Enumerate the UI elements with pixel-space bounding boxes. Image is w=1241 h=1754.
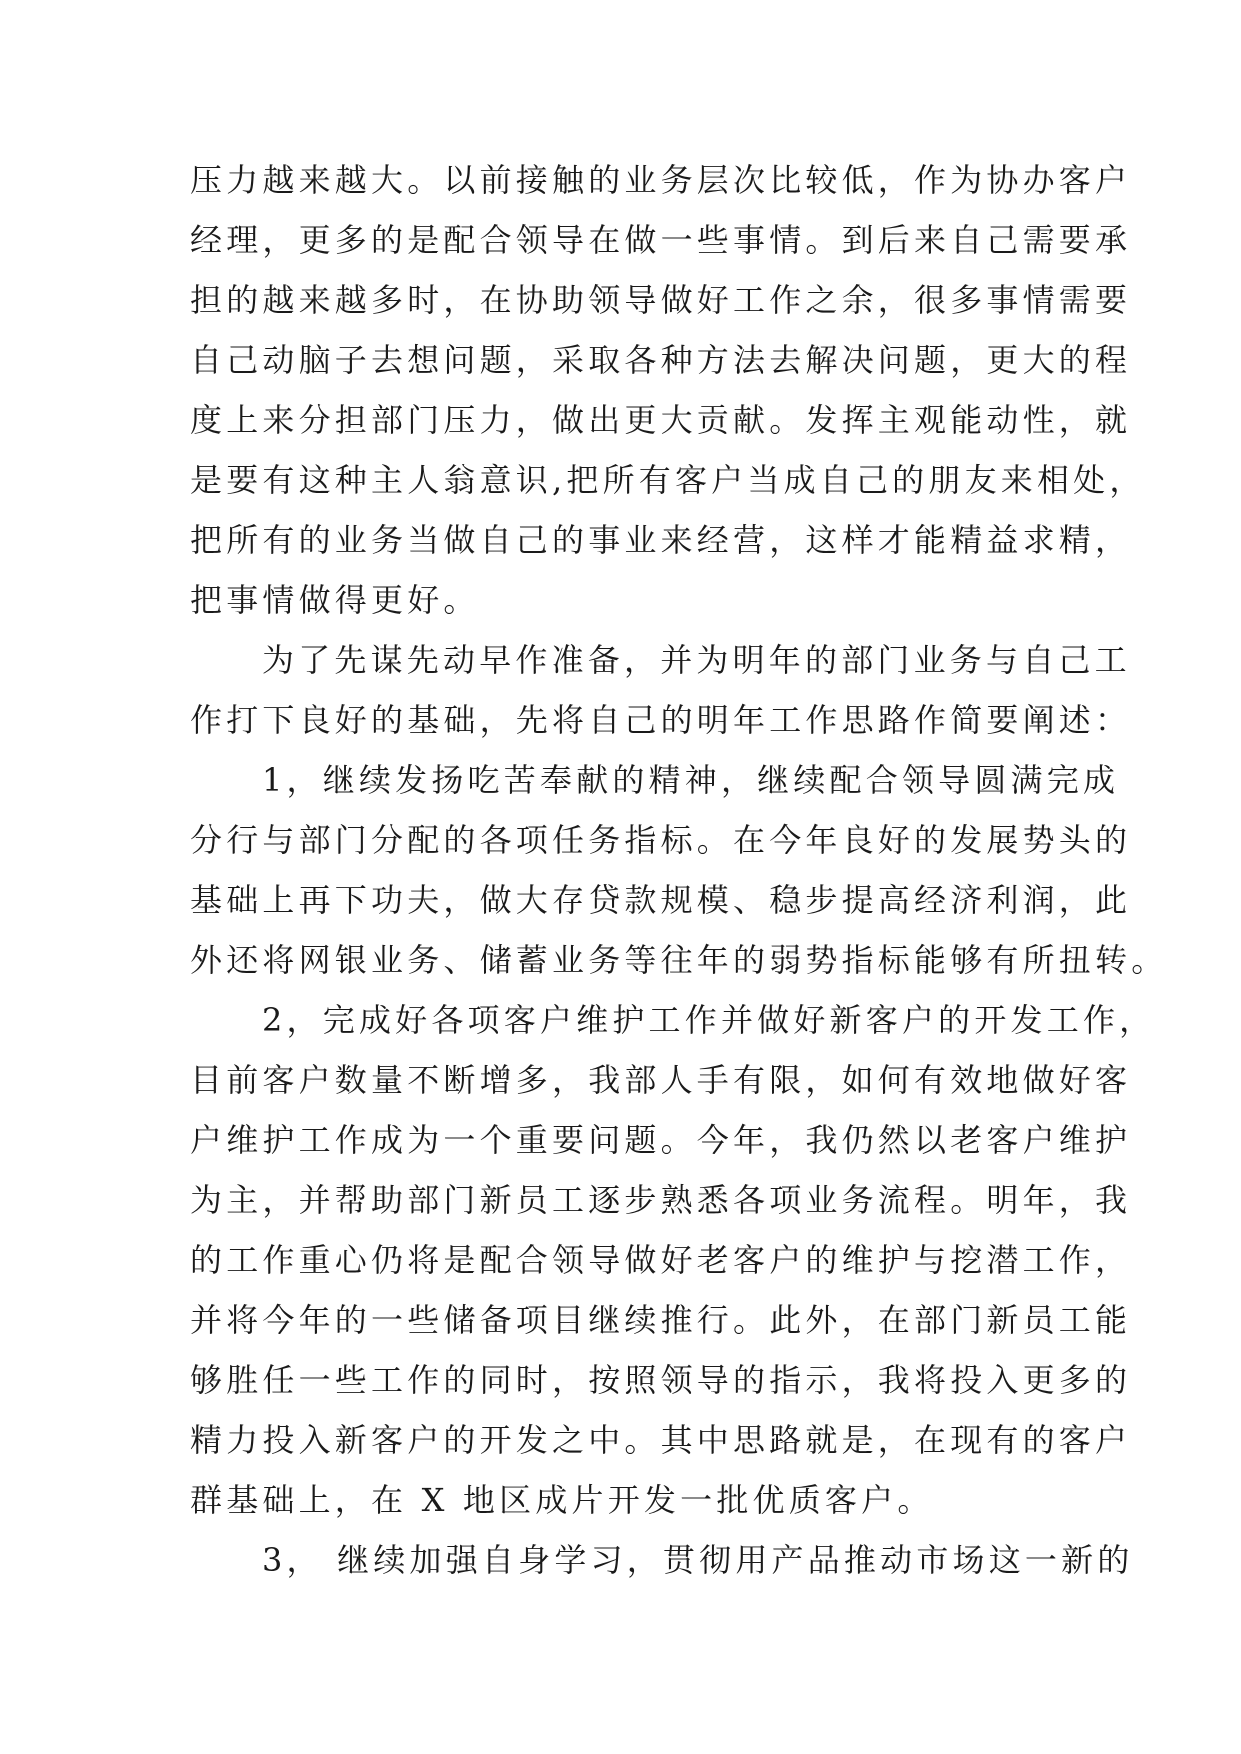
text-line: 把事情做得更好。 xyxy=(190,581,480,619)
text-line: 经理，更多的是配合领导在做一些事情。到后来自己需要承 xyxy=(190,221,1132,259)
text-line: 为主，并帮助部门新员工逐步熟悉各项业务流程。明年，我 xyxy=(190,1181,1132,1219)
text-line: 压力越来越大。以前接触的业务层次比较低，作为协办客户 xyxy=(190,161,1132,199)
text-line: 够胜任一些工作的同时，按照领导的指示，我将投入更多的 xyxy=(190,1361,1132,1399)
text-line: 外还将网银业务、储蓄业务等往年的弱势指标能够有所扭转。 xyxy=(190,941,1168,979)
text-line: 基础上再下功夫，做大存贷款规模、稳步提高经济利润，此 xyxy=(190,881,1132,919)
text-line: 3， 继续加强自身学习，贯彻用产品推动市场这一新的 xyxy=(262,1541,1134,1579)
text-line: 自己动脑子去想问题，采取各种方法去解决问题，更大的程 xyxy=(190,341,1132,379)
text-line: 度上来分担部门压力，做出更大贡献。发挥主观能动性，就 xyxy=(190,401,1132,439)
text-line: 精力投入新客户的开发之中。其中思路就是，在现有的客户 xyxy=(190,1421,1132,1459)
text-line: 的工作重心仍将是配合领导做好老客户的维护与挖潜工作， xyxy=(190,1241,1132,1279)
text-line: 担的越来越多时，在协助领导做好工作之余，很多事情需要 xyxy=(190,281,1132,319)
text-line: 为了先谋先动早作准备，并为明年的部门业务与自己工 xyxy=(262,641,1131,679)
text-line: 并将今年的一些储备项目继续推行。此外，在部门新员工能 xyxy=(190,1301,1132,1339)
text-line: 群基础上，在 X 地区成片开发一批优质客户。 xyxy=(190,1481,934,1519)
text-line: 1，继续发扬吃苦奉献的精神，继续配合领导圆满完成 xyxy=(262,761,1120,799)
text-line: 2，完成好各项客户维护工作并做好新客户的开发工作， xyxy=(262,1001,1156,1039)
text-line: 户维护工作成为一个重要问题。今年，我仍然以老客户维护 xyxy=(190,1121,1132,1159)
text-line: 作打下良好的基础，先将自己的明年工作思路作简要阐述： xyxy=(190,701,1132,739)
text-line: 分行与部门分配的各项任务指标。在今年良好的发展势头的 xyxy=(190,821,1132,859)
text-line: 目前客户数量不断增多，我部人手有限，如何有效地做好客 xyxy=(190,1061,1132,1099)
body-text xyxy=(190,150,1168,1590)
text-line: 把所有的业务当做自己的事业来经营，这样才能精益求精， xyxy=(190,521,1132,559)
text-line: 是要有这种主人翁意识,把所有客户当成自己的朋友来相处， xyxy=(190,461,1146,499)
